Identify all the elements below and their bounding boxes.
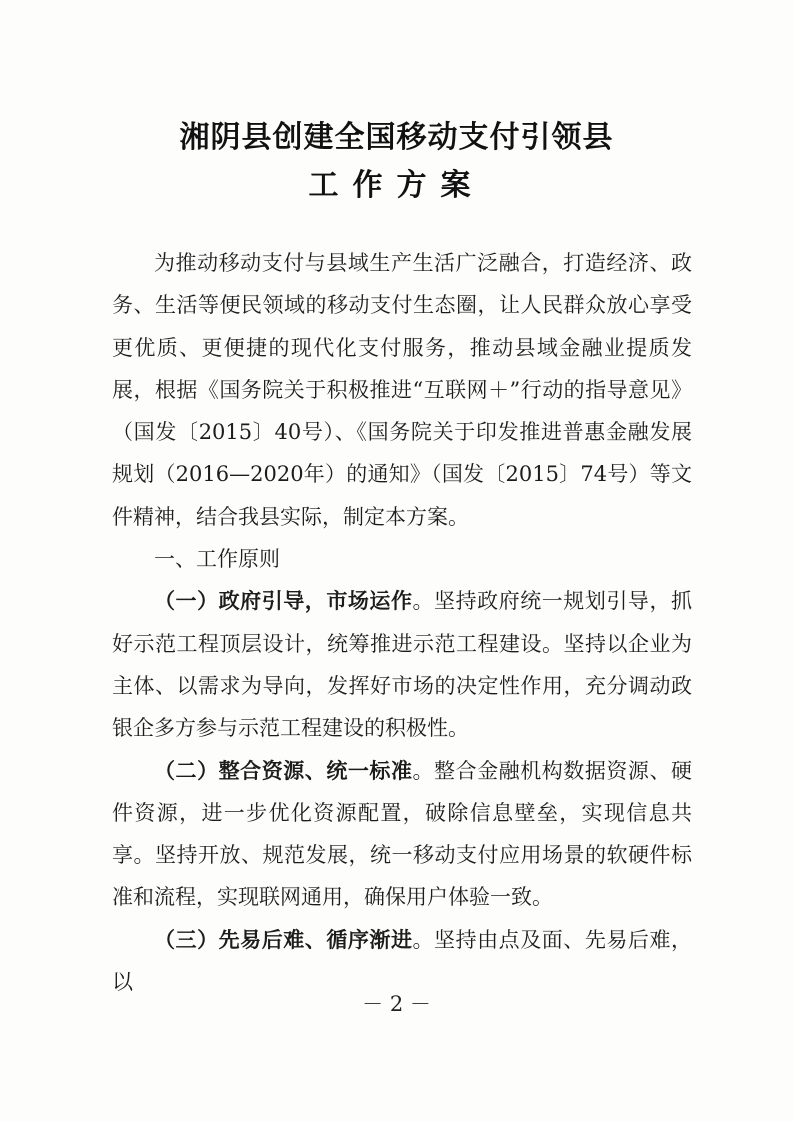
principle-paragraph-1 <box>112 580 692 749</box>
document-body <box>112 242 692 1003</box>
principle-heading-3: （三）先易后难、循序渐进 <box>154 926 413 952</box>
page-number: － 2 － <box>362 992 431 1016</box>
principle-heading-2: （二）整合资源、统一标准 <box>154 757 413 783</box>
document-title-line1: 湘阴县创建全国移动支付引领县 <box>179 120 614 155</box>
principle-paragraph-2 <box>112 750 692 919</box>
principle-heading-1: （一）政府引导，市场运作 <box>154 588 413 614</box>
principle-text-1: 。坚持政府统一规划引导，抓好示范工程顶层设计，统筹推进示范工程建设。坚持以企业为主体、以需求为导向，发挥好市场的决定性作用，充分调动政银企多方参与示范工程建设的积极性。 <box>112 589 692 741</box>
principle-text-3: 。坚持由点及面、先易后难，以 <box>112 927 692 995</box>
document-title-line2: 工作方案 <box>308 168 485 203</box>
intro-paragraph: 为推动移动支付与县域生产生活广泛融合，打造经济、政务、生活等便民领域的移动支付生态圈，让人民群众放心享受更优质、更便捷的现代化支付服务，推动县域金融业提质发展，根据《国务院关于积极推进“互联网＋”行动的指导意见》（国发〔2015〕40号）、《国务院关于印发推进普惠金融发展规划（2016—2020年）的通知》（国发〔2015〕74号）等文件精神，结合我县实际，制定本方案。 <box>112 251 692 529</box>
principle-text-2: 。整合金融机构数据资源、硬件资源，进一步优化资源配置，破除信息壁垒，实现信息共享。坚持开放、规范发展，统一移动支付应用场景的软硬件标准和流程，实现联网通用，确保用户体验一致。 <box>112 758 692 910</box>
section-heading-principles: 一、工作原则 <box>154 547 280 572</box>
